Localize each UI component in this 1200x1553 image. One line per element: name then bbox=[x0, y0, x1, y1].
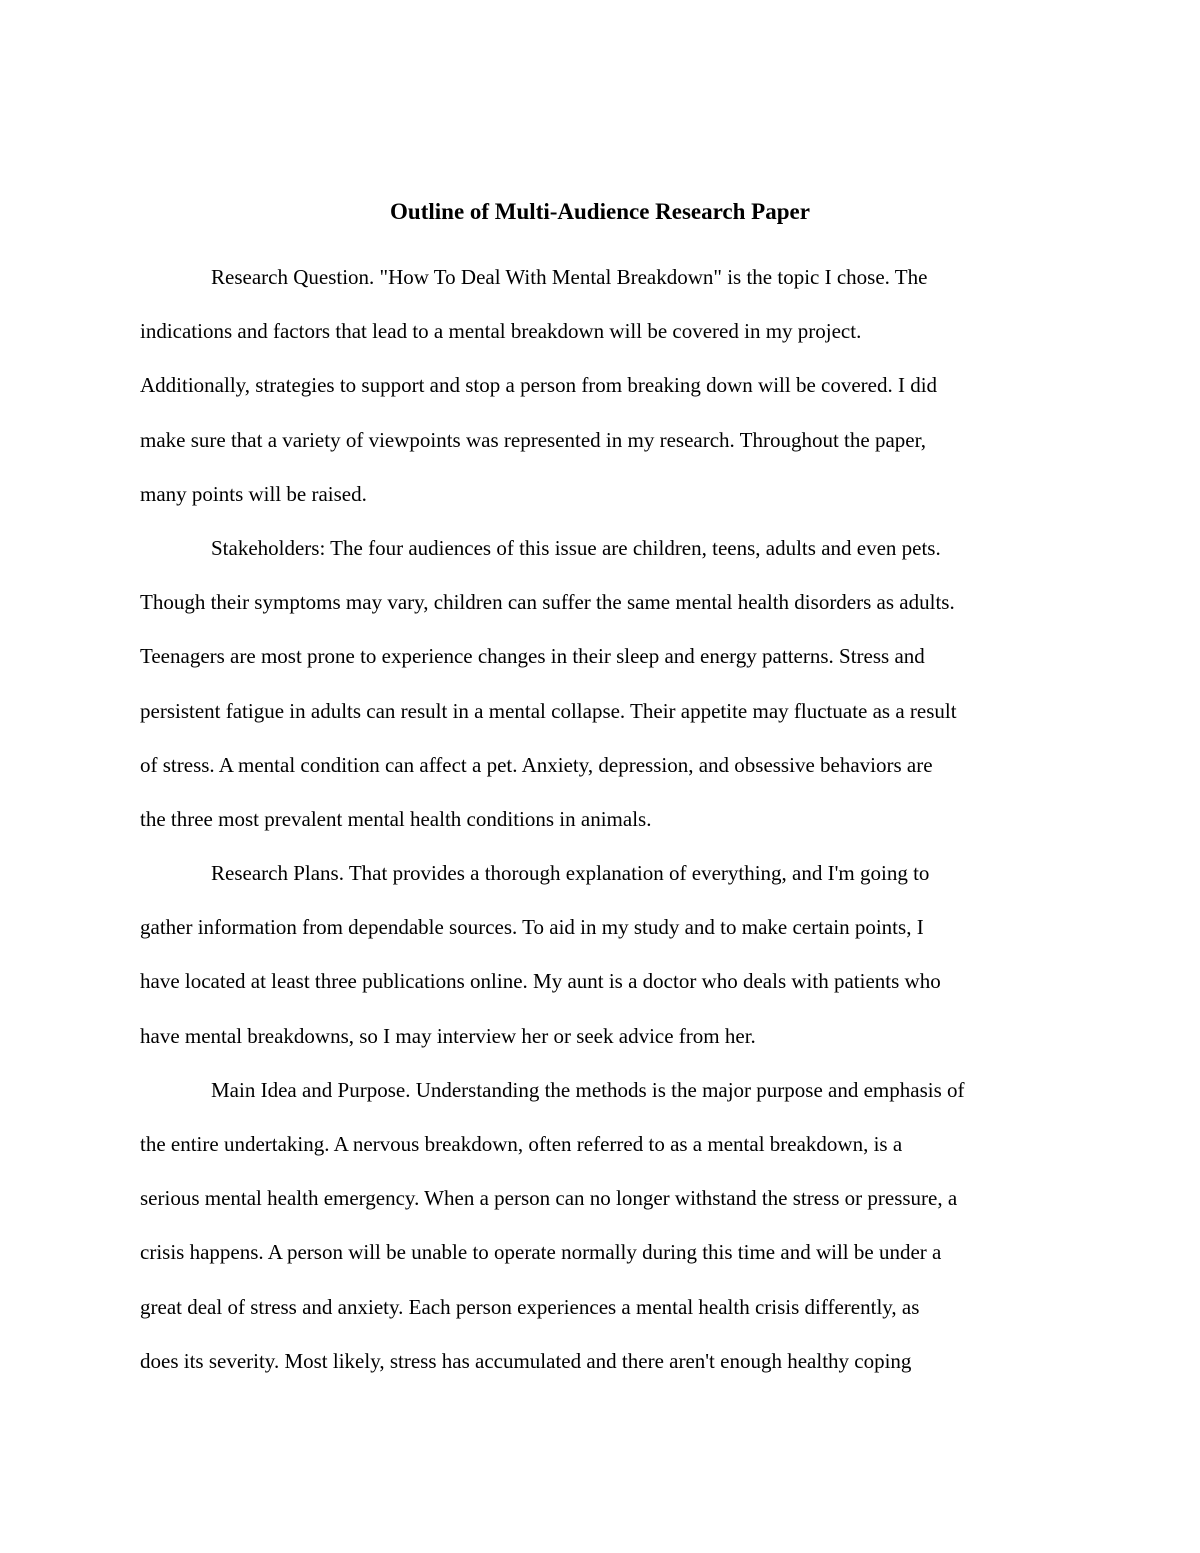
text-line: Teenagers are most prone to experience changes in their sleep and energy patterns. Stress and bbox=[140, 644, 925, 669]
text-line: have mental breakdowns, so I may interview her or seek advice from her. bbox=[140, 1023, 756, 1048]
paragraph-stakeholders bbox=[140, 531, 1065, 856]
text-line: many points will be raised. bbox=[140, 481, 367, 506]
text-line: Main Idea and Purpose. Understanding the methods is the major purpose and emphasis of bbox=[211, 1077, 965, 1102]
text-line: the three most prevalent mental health conditions in animals. bbox=[140, 806, 652, 831]
text-line: the entire undertaking. A nervous breakdown, often referred to as a mental breakdown, is a bbox=[140, 1132, 903, 1156]
text-line: crisis happens. A person will be unable to operate normally during this time and will be under a bbox=[140, 1240, 942, 1265]
document-title: Outline of Multi-Audience Research Paper bbox=[390, 199, 810, 224]
text-line: serious mental health emergency. When a person can no longer withstand the stress or pressure, a bbox=[140, 1186, 958, 1211]
text-line: great deal of stress and anxiety. Each person experiences a mental health crisis differently, as bbox=[140, 1294, 920, 1319]
text-line: make sure that a variety of viewpoints was represented in my research. Throughout the paper, bbox=[140, 427, 927, 452]
text-line: Research Question. "How To Deal With Mental Breakdown" is the topic I chose. The bbox=[211, 265, 928, 289]
text-line: does its severity. Most likely, stress has accumulated and there aren't enough healthy coping bbox=[140, 1348, 912, 1373]
text-line: have located at least three publications online. My aunt is a doctor who deals with patients who bbox=[140, 969, 941, 994]
text-line: gather information from dependable sources. To aid in my study and to make certain points, I bbox=[140, 915, 924, 940]
text-line: Stakeholders: The four audiences of this issue are children, teens, adults and even pets. bbox=[211, 535, 941, 560]
text-line: Additionally, strategies to support and stop a person from breaking down will be covered. I did bbox=[140, 373, 938, 398]
document-body bbox=[140, 260, 1065, 1398]
text-line: Research Plans. That provides a thorough explanation of everything, and I'm going to bbox=[211, 861, 930, 886]
paragraph-main-idea bbox=[140, 1073, 1065, 1398]
text-line: of stress. A mental condition can affect a pet. Anxiety, depression, and obsessive behaviors are bbox=[140, 752, 933, 777]
paragraph-research-question bbox=[140, 260, 1065, 531]
text-line: indications and factors that lead to a mental breakdown will be covered in my project. bbox=[140, 319, 862, 344]
text-line: Though their symptoms may vary, children can suffer the same mental health disorders as adults. bbox=[140, 590, 955, 615]
paragraph-research-plans bbox=[140, 856, 1065, 1073]
text-line: persistent fatigue in adults can result in a mental collapse. Their appetite may fluctuate as a result bbox=[140, 698, 957, 723]
